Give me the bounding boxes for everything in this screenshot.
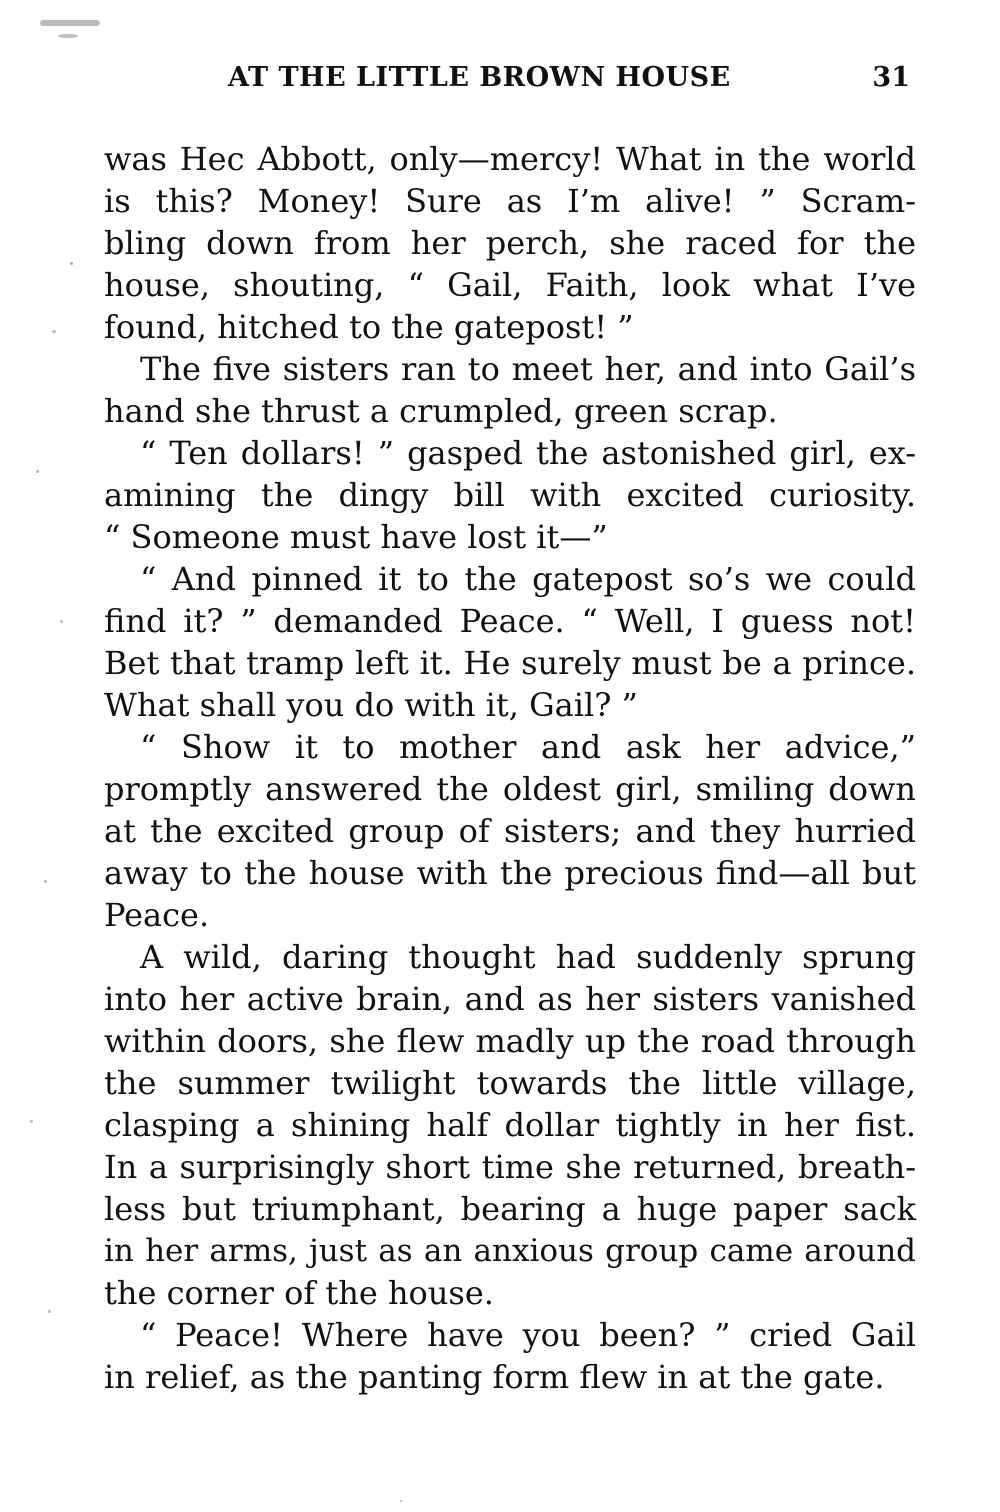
- text-line: clasping a shining half dollar tightly in her fist.: [104, 1106, 916, 1144]
- text-line: found, hitched to the gatepost! ”: [104, 308, 634, 346]
- text-line: within doors, she flew madly up the road through: [104, 1022, 916, 1060]
- text-line: the summer twilight towards the little village,: [104, 1064, 916, 1102]
- running-title: AT THE LITTLE BROWN HOUSE: [228, 62, 731, 93]
- text-line: into her active brain, and as her sisters vanished: [104, 980, 916, 1018]
- text-line: in her arms, just as an anxious group came around: [104, 1233, 916, 1269]
- text-line: “ Someone must have lost it—”: [104, 518, 608, 556]
- text-line: is this? Money! Sure as I’m alive! ” Scram-: [104, 182, 916, 220]
- text-line: away to the house with the precious find—all but: [104, 854, 916, 892]
- text-line: The five sisters ran to meet her, and into Gail’s: [140, 350, 916, 388]
- text-line: promptly answered the oldest girl, smiling down: [104, 770, 916, 808]
- text-line: A wild, daring thought had suddenly sprung: [140, 938, 916, 976]
- text-line: In a surprisingly short time she returned, breath-: [104, 1148, 916, 1186]
- text-line: house, shouting, “ Gail, Faith, look what I’ve: [104, 266, 916, 304]
- page-number: 31: [872, 62, 910, 93]
- text-line: at the excited group of sisters; and they hurried: [104, 812, 916, 850]
- text-line: hand she thrust a crumpled, green scrap.: [104, 392, 778, 430]
- text-line: bling down from her perch, she raced for the: [104, 224, 916, 262]
- text-line: amining the dingy bill with excited curiosity.: [104, 476, 916, 514]
- text-line: the corner of the house.: [104, 1274, 494, 1312]
- text-line: find it? ” demanded Peace. “ Well, I guess not!: [104, 602, 916, 640]
- page-header: [228, 62, 916, 102]
- text-line: in relief, as the panting form flew in at the gate.: [104, 1358, 885, 1396]
- text-line: less but triumphant, bearing a huge paper sack: [104, 1190, 916, 1228]
- text-line: “ Peace! Where have you been? ” cried Gail: [140, 1316, 916, 1354]
- text-line: Peace.: [104, 896, 210, 934]
- body-text: [104, 138, 916, 1398]
- text-line: “ Show it to mother and ask her advice,”: [140, 728, 916, 766]
- text-line: “ Ten dollars! ” gasped the astonished girl, ex-: [140, 434, 916, 472]
- text-line: was Hec Abbott, only—mercy! What in the world: [104, 140, 916, 178]
- text-line: Bet that tramp left it. He surely must be a prince.: [104, 644, 916, 682]
- text-line: “ And pinned it to the gatepost so’s we could: [140, 560, 916, 598]
- text-line: What shall you do with it, Gail? ”: [104, 686, 638, 724]
